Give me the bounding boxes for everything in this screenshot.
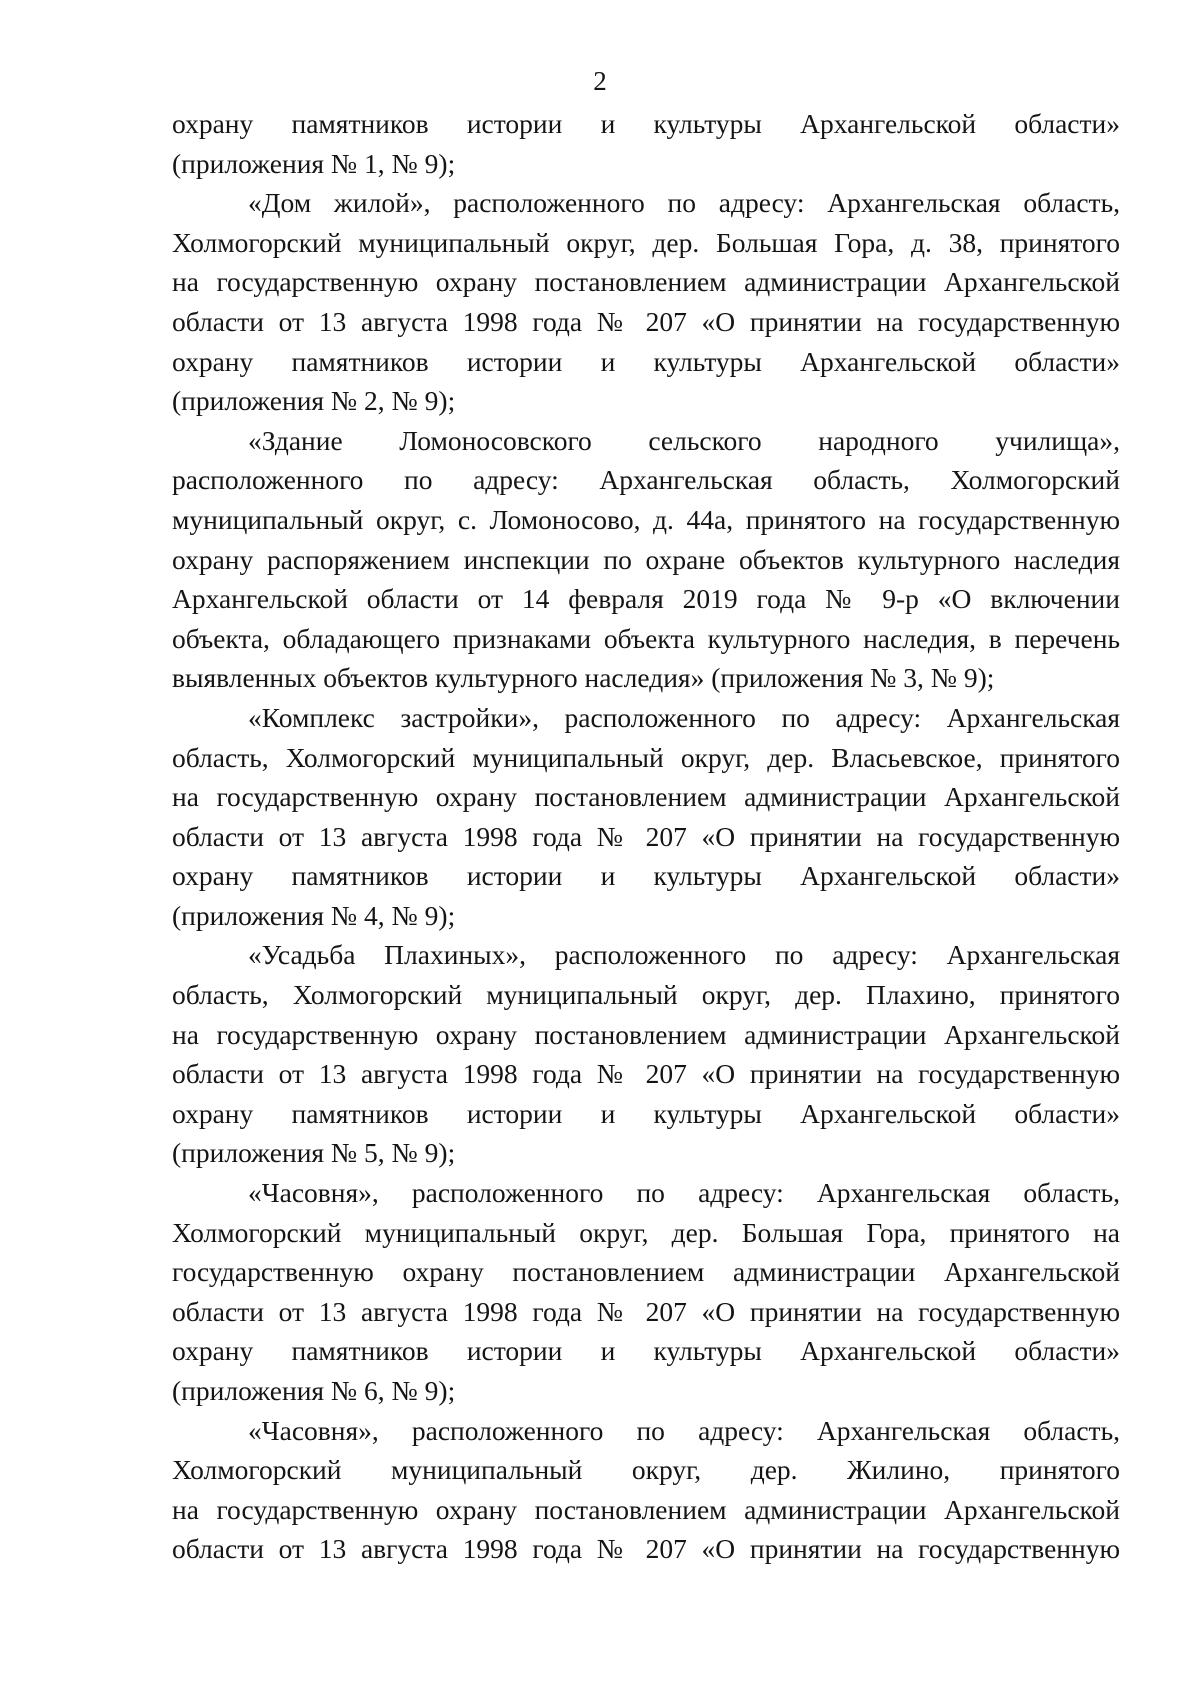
text-line: области от 13 августа 1998 года № 207 «О принятии на государственную bbox=[172, 1295, 1120, 1327]
page-number: 2 bbox=[593, 66, 607, 96]
text-line: на государственную охрану постановлением администрации Архангельской bbox=[172, 1493, 1120, 1525]
text-line: «Комплекс застройки», расположенного по адресу: Архангельская bbox=[248, 701, 1120, 733]
text-line: на государственную охрану постановлением администрации Архангельской bbox=[172, 1018, 1120, 1050]
text-line: (приложения № 2, № 9); bbox=[172, 385, 456, 417]
text-line: на государственную охрану постановлением администрации Архангельской bbox=[172, 781, 1120, 813]
text-line: «Здание Ломоносовского сельского народного училища», bbox=[248, 424, 1120, 456]
text-line: области от 13 августа 1998 года № 207 «О принятии на государственную bbox=[172, 1058, 1120, 1090]
text-line: область, Холмогорский муниципальный округ, дер. Плахино, принятого bbox=[172, 979, 1120, 1011]
text-line: охрану памятников истории и культуры Архангельской области» bbox=[172, 108, 1120, 139]
text-line: Архангельской области от 14 февраля 2019 года № 9-р «О включении bbox=[172, 583, 1120, 615]
text-line: «Дом жилой», расположенного по адресу: Архангельская область, bbox=[248, 187, 1120, 219]
text-line: «Часовня», расположенного по адресу: Архангельская область, bbox=[248, 1177, 1120, 1209]
text-line: Холмогорский муниципальный округ, дер. Большая Гора, принятого на bbox=[172, 1216, 1120, 1248]
text-line: охрану памятников истории и культуры Архангельской области» bbox=[172, 1097, 1120, 1129]
text-line: области от 13 августа 1998 года № 207 «О принятии на государственную bbox=[172, 305, 1120, 337]
text-line: государственную охрану постановлением администрации Архангельской bbox=[172, 1256, 1120, 1288]
text-line: (приложения № 4, № 9); bbox=[172, 899, 456, 931]
text-line: Холмогорский муниципальный округ, дер. Жилино, принятого bbox=[172, 1454, 1120, 1486]
text-line: расположенного по адресу: Архангельская область, Холмогорский bbox=[172, 464, 1120, 496]
text-line: область, Холмогорский муниципальный округ, дер. Власьевское, принятого bbox=[172, 741, 1120, 773]
text-line: объекта, обладающего признаками объекта культурного наследия, в перечень bbox=[172, 622, 1120, 654]
text-line: (приложения № 5, № 9); bbox=[172, 1137, 456, 1169]
text-line: области от 13 августа 1998 года № 207 «О принятии на государственную bbox=[172, 820, 1120, 852]
text-line: охрану распоряжением инспекции по охране объектов культурного наследия bbox=[172, 543, 1120, 575]
text-line: «Усадьба Плахиных», расположенного по адресу: Архангельская bbox=[248, 939, 1120, 971]
text-line: охрану памятников истории и культуры Архангельской области» bbox=[172, 345, 1120, 377]
text-line: муниципальный округ, с. Ломоносово, д. 44а, принятого на государственную bbox=[172, 503, 1120, 535]
text-line: охрану памятников истории и культуры Архангельской области» bbox=[172, 1335, 1120, 1367]
text-line: (приложения № 6, № 9); bbox=[172, 1375, 456, 1406]
text-line: «Часовня», расположенного по адресу: Архангельская область, bbox=[248, 1414, 1120, 1446]
text-line: на государственную охрану постановлением администрации Архангельской bbox=[172, 266, 1120, 298]
text-line: области от 13 августа 1998 года № 207 «О принятии на государственную bbox=[172, 1533, 1120, 1565]
text-line: (приложения № 1, № 9); bbox=[172, 147, 456, 179]
document-body bbox=[172, 104, 1120, 1569]
text-line: выявленных объектов культурного наследия» (приложения № 3, № 9); bbox=[172, 662, 995, 694]
text-line: Холмогорский муниципальный округ, дер. Большая Гора, д. 38, принятого bbox=[172, 226, 1120, 258]
text-line: охрану памятников истории и культуры Архангельской области» bbox=[172, 860, 1120, 892]
